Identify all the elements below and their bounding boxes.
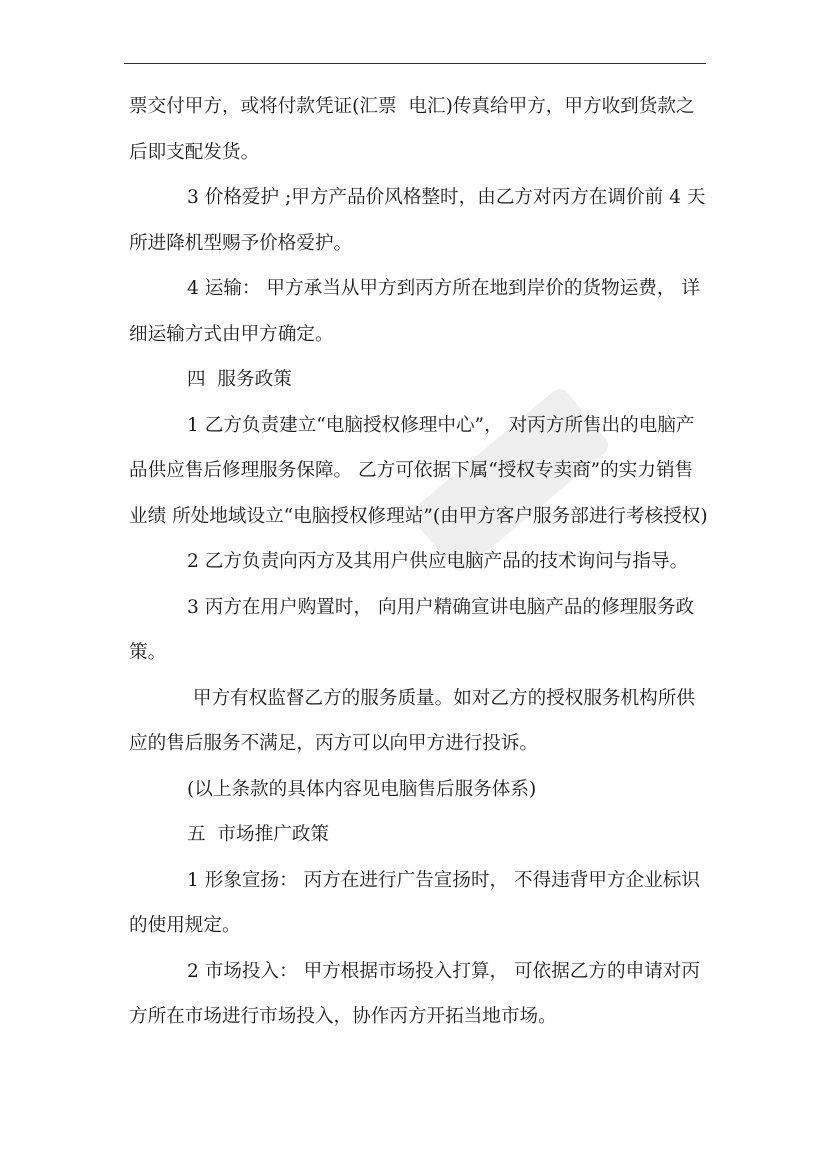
- document-body: [129, 84, 711, 1040]
- paragraph-transport: 4 运输： 甲方承当从甲方到丙方所在地到岸价的货物运费， 详细运输方式由甲方确定。: [129, 278, 700, 345]
- paragraph-service-2: 2 乙方负责向丙方及其用户供应电脑产品的技术询问与指导。: [187, 551, 689, 572]
- header-rule: [124, 63, 706, 64]
- section-heading-marketing-policy: 五 市场推广政策: [187, 824, 329, 845]
- paragraph-service-1: 1 乙方负责建立“电脑授权修理中心”， 对丙方所售出的电脑产品供应售后修理服务保障。 乙方可依据下属“授权专卖商”的实力销售业绩 所处地域设立“电脑授权修理站”(由甲方客户服务部进行考核授权): [129, 414, 708, 527]
- paragraph-marketing-2: 2 市场投入： 甲方根据市场投入打算， 可依据乙方的申请对丙方所在市场进行市场投入，协作丙方开拓当地市场。: [129, 960, 700, 1027]
- paragraph-price-protection: 3 价格爱护 ;甲方产品价风格整时，由乙方对丙方在调价前 4 天所进降机型赐予价格爱护。: [129, 187, 706, 254]
- paragraph-marketing-1: 1 形象宣扬： 丙方在进行广告宣扬时， 不得违背甲方企业标识的使用规定。: [129, 869, 700, 936]
- paragraph-supervision: 甲方有权监督乙方的服务质量。如对乙方的授权服务机构所供应的售后服务不满足，丙方可以向甲方进行投诉。: [129, 687, 695, 754]
- paragraph-payment-continuation: 票交付甲方，或将付款凭证(汇票 电汇)传真给甲方，甲方收到货款之后即支配发货。: [129, 96, 695, 163]
- paragraph-service-3: 3 丙方在用户购置时， 向用户精确宣讲电脑产品的修理服务政策。: [129, 596, 695, 663]
- paragraph-service-note: (以上条款的具体内容见电脑售后服务体系): [187, 778, 537, 800]
- section-heading-service-policy: 四 服务政策: [187, 369, 292, 390]
